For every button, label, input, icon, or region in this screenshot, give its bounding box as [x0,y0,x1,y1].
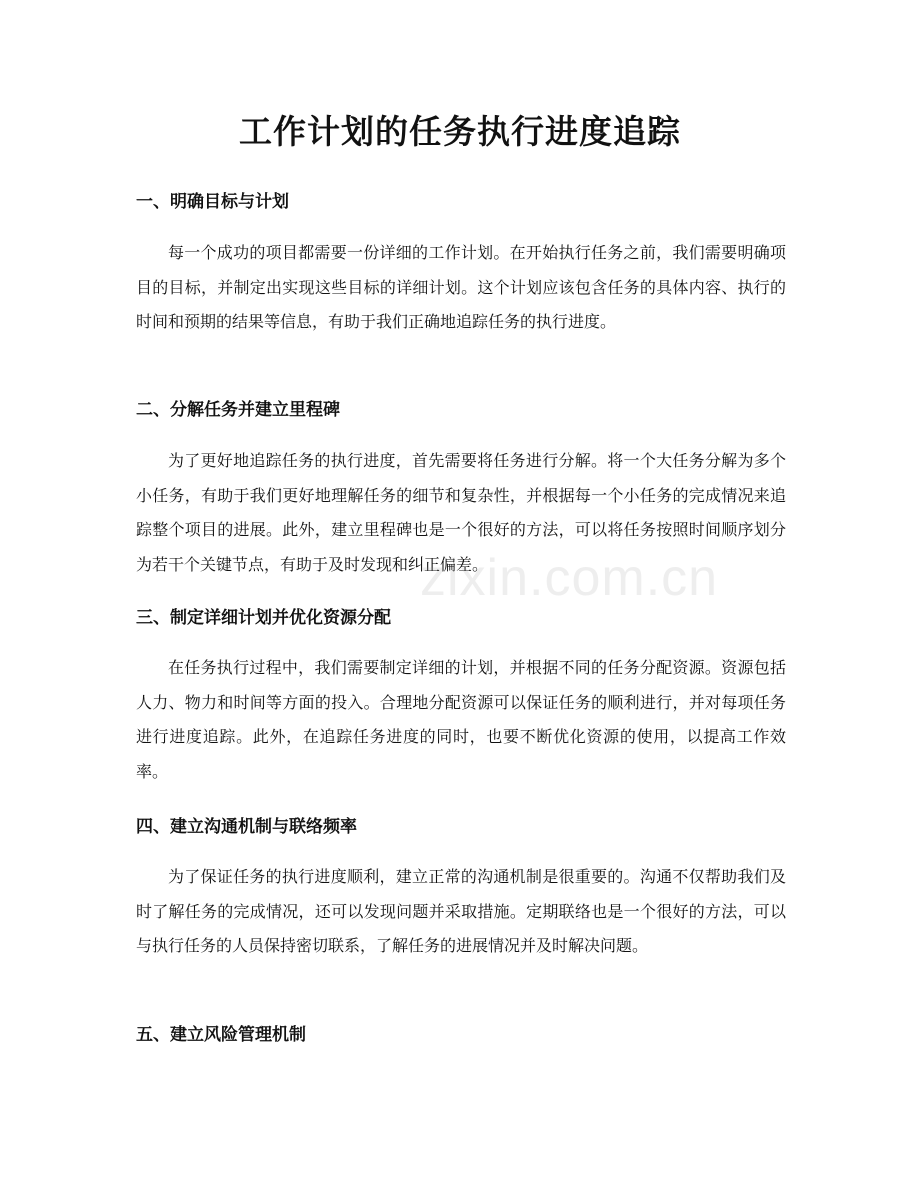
section-heading-1: 一、明确目标与计划 [136,192,289,212]
section-body-4: 为了保证任务的执行进度顺利，建立正常的沟通机制是很重要的。沟通不仅帮助我们及时了解任务的完成情况，还可以发现问题并采取措施。定期联络也是一个很好的方法，可以与执行任务的人员保持密切联系，了解任务的进展情况并及时解决问题。 [136,867,786,955]
section-body-2: 为了更好地追踪任务的执行进度，首先需要将任务进行分解。将一个大任务分解为多个小任务，有助于我们更好地理解任务的细节和复杂性，并根据每一个小任务的完成情况来追踪整个项目的进展。此外，建立里程碑也是一个很好的方法，可以将任务按照时间顺序划分为若干个关键节点，有助于及时发现和纠正偏差。 [136,451,786,574]
watermark: zixin.com.cn [420,549,719,607]
document-title: 工作计划的任务执行进度追踪 [239,112,681,151]
section-body-1: 每一个成功的项目都需要一份详细的工作计划。在开始执行任务之前，我们需要明确项目的目标，并制定出实现这些目标的详细计划。这个计划应该包含任务的具体内容、执行的时间和预期的结果等信息，有助于我们正确地追踪任务的执行进度。 [136,243,786,331]
section-body-3: 在任务执行过程中，我们需要制定详细的计划，并根据不同的任务分配资源。资源包括人力、物力和时间等方面的投入。合理地分配资源可以保证任务的顺利进行，并对每项任务进行进度追踪。此外，在追踪任务进度的同时，也要不断优化资源的使用，以提高工作效率。 [136,658,786,781]
section-heading-2: 二、分解任务并建立里程碑 [136,400,340,420]
section-heading-5: 五、建立风险管理机制 [136,1025,306,1045]
section-heading-3: 三、制定详细计划并优化资源分配 [136,608,391,628]
section-heading-4: 四、建立沟通机制与联络频率 [136,817,357,837]
